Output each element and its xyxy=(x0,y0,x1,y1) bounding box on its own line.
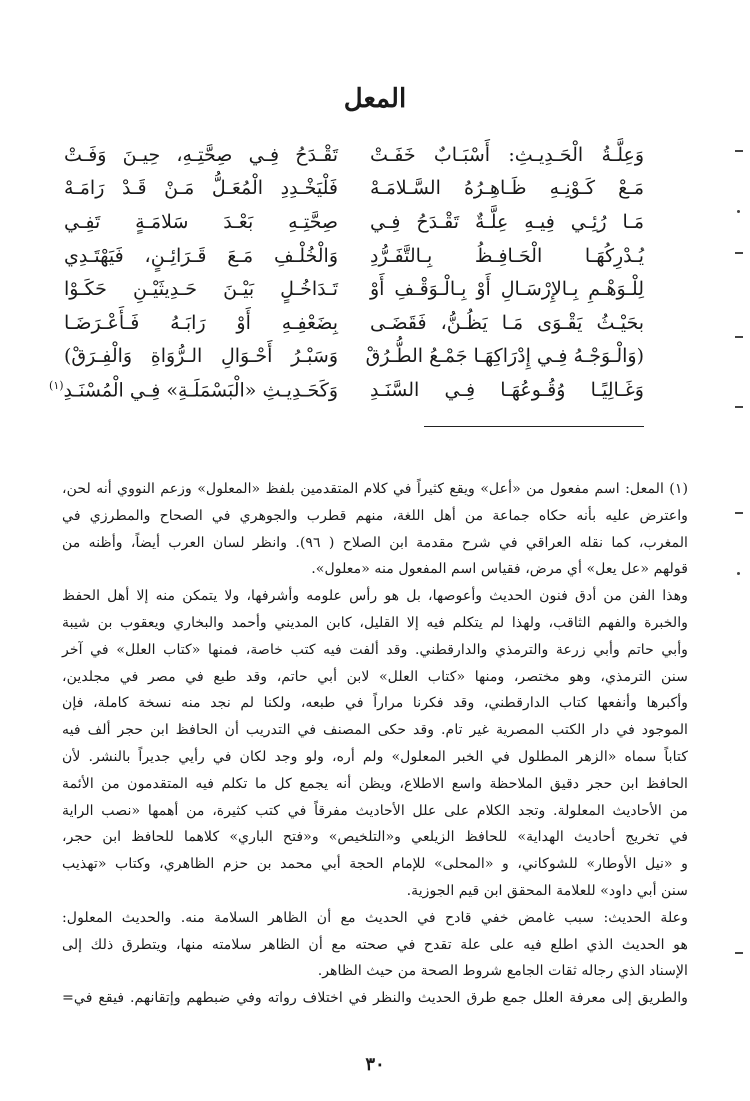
footnote-line: سنن أبي داود» للعلامة المحقق ابن قيم الجوزية. xyxy=(406,882,688,899)
footnote-line: (١) المعل: اسم مفعول من «أعل» ويقع كثيراً في كلام المتقدمين بلفظ «المعلول» وزعم النووي أنه لحن، xyxy=(62,481,688,497)
margin-mark xyxy=(735,252,743,254)
verse-first-hemistich: مَـعْ كَـوْنِـهِ ظَـاهِـرُهُ السَّـلامَـهْ xyxy=(370,177,644,200)
verse-second-hemistich: بِضَعْفِـهِ أَوْ رَابَـهُ فَـأَعْـرَضَـا xyxy=(64,311,338,334)
footnote-line: في تخريج أحاديث الهداية» للحافظ الزيلعي و«التلخيص» و«فتح الباري» كلاهما للحافظ ابن حجر، xyxy=(62,829,688,846)
footnote-separator xyxy=(424,426,644,427)
verse-row xyxy=(64,172,644,206)
section-title: المعل xyxy=(343,84,407,114)
verse-second-hemistich: وَسَبْـرُ أَحْـوَالِ الـرُّوَاةِ وَالْفِـرَقْ) xyxy=(64,345,338,368)
margin-mark xyxy=(735,952,743,954)
verse-row xyxy=(49,373,644,407)
verse-row xyxy=(64,340,644,374)
verse-first-hemistich: لِلْـوَهْـمِ بِـالإِرْسَـالِ أَوْ بِـالْـوَقْـفِ أَوْ xyxy=(370,278,644,301)
footnote-line: المغرب، كما نقله العراقي في شرح مقدمة ابن الصلاح ( ٩٦). وانظر لسان العرب أيضاً، وأظنه من xyxy=(62,534,688,551)
verse-row xyxy=(64,138,644,172)
footnote-reference[interactable]: (١) xyxy=(49,378,64,392)
margin-mark xyxy=(735,150,743,152)
verse-first-hemistich: وَعِلَّـةُ الْحَـدِيـثِ: أَسْبَـابٌ خَفَـتْ xyxy=(370,143,644,166)
verse-second-hemistich xyxy=(49,378,338,402)
footnote-line: قولهم «عل يعل» أي مرض، فقياس اسم المفعول منه «معلول». xyxy=(311,561,688,578)
margin-dot xyxy=(737,210,740,213)
verse-first-hemistich: مَـا رُئِـي فِيـهِ عِلَّـةٌ تَقْـدَحُ فِـي xyxy=(370,210,644,233)
verse-second-hemistich: وَالْخُلْـفِ مَـعَ قَـرَائِـنٍ، فَيَهْتَـدِي xyxy=(64,244,338,267)
footnote-line: وأبي حاتم وأبي زرعة والترمذي والدارقطني. وقد ألفت فيه كتب خاصة، فمنها «كتاب العلل» في آخر xyxy=(62,641,688,658)
footnote-line: والطريق إلى معرفة العلل جمع طرق الحديث والنظر في اختلاف رواته وفي ضبطهم وإتقانهم. فيقع في= xyxy=(62,990,688,1007)
verse-row xyxy=(64,272,644,306)
verse-second-hemistich: صِحَّتِـهِ بَعْـدَ سَلامَـةٍ تَفِـي xyxy=(64,210,338,233)
footnote-line: الحافظ ابن حجر دقيق الملاحظة واسع الاطلاع، ويظن أنه يجمع كل ما تكلم فيه المتقدمون من الأئمة xyxy=(62,775,688,792)
page-number: ٣٠ xyxy=(365,1054,385,1075)
verse-second-hemistich: تَـدَاخُـلٍ بَيْـنَ حَـدِيثَيْـنِ حَكَـوْا xyxy=(64,278,338,301)
margin-mark xyxy=(735,336,743,338)
margin-mark xyxy=(735,406,743,408)
footnote-line: من الأحاديث المعلولة. وتجد الكلام على علل الأحاديث مفرقاً في كتب كثيرة، من أهمها «نصب الراية xyxy=(62,802,688,819)
verse-first-hemistich: يُـدْرِكُهَـا الْحَـافِـظُ بِـالتَّفَـرُّدِ xyxy=(370,244,644,267)
verse-first-hemistich: وَغَـالِيًـا وُقُـوعُهَـا فِـي السَّنَـدِ xyxy=(370,378,644,401)
footnote-line: سنن الترمذي، وهو مختصر، ومنها «كتاب العلل» لابن أبي حاتم، وقد طبع في مصر في مجلدين، xyxy=(62,668,688,685)
footnote-line: واعترض عليه بأنه حكاه جماعة من أهل اللغة، منهم قطرب والجوهري في الصحاح والمطرزي في xyxy=(62,507,688,524)
footnote-line: كتاباً سماه «الزهر المطلول في الخبر المعلول» ولم أره، ولو وجد لكان في رأيي جديراً بالنشر. لأن xyxy=(62,748,688,765)
footnote-line: و «نيل الأوطار» للشوكاني، و «المحلى» للإمام الحجة أبي محمد بن حزم الظاهري، وكتاب «تهذيب xyxy=(62,856,688,873)
footnotes xyxy=(62,476,688,1012)
footnote-line: وأكبرها وأنفعها كتاب الدارقطني، وقد فكرنا مراراً في طبعه، ولكنا لم نجد منه نسخة كاملة، فإن xyxy=(62,695,688,712)
footnote-line: الإسناد الذي رجاله ثقات الجامع شروط الصحة من حيث الظاهر. xyxy=(317,963,688,980)
verse-row xyxy=(64,239,644,273)
footnote-line: والخبرة والفهم الثاقب، ولهذا لم يتكلم فيه إلا القليل، كابن المديني وأحمد والبخاري ويعقوب بن شيبة xyxy=(62,614,688,631)
verse-row xyxy=(64,306,644,340)
verse-row xyxy=(64,205,644,239)
verse-second-hemistich: فَلْيَخْـدِدِ الْمُعَـلُّ مَـنْ قَـدْ رَامَـهْ xyxy=(64,177,338,200)
verse-first-hemistich: (وَالْـوَجْـهُ فِـي إِدْرَاكِهَـا جَمْـعُ الطُّـرُقْ xyxy=(365,345,644,368)
footnote-line: هو الحديث الذي اطلع فيه على علة تقدح في صحته مع أن الظاهر سلامته منها، ويتطرق ذلك إلى xyxy=(62,936,688,953)
verse-text: وَكَحَـدِيـثِ «الْبَسْمَلَـةِ» فِـي الْمُسْنَـدِ xyxy=(63,379,338,402)
margin-dot xyxy=(737,572,740,575)
verse-first-hemistich: بحَيْـثُ يَقْـوَى مَـا يَظُـنُّ، فَقَضَـى xyxy=(370,311,644,334)
margin-mark xyxy=(735,512,743,514)
footnote-line: وهذا الفن من أدق فنون الحديث وأعوصها، بل هو رأس علومه وأشرفها، ولا يتمكن منه إلا أهل الحفظ xyxy=(62,588,688,605)
footnote-line: الموجود في دار الكتب المصرية غير تام. وقد حكى المصنف في التدريب أن الحافظ ابن حجر ألف فيه xyxy=(62,722,688,739)
poem-verses xyxy=(49,138,644,407)
footnote-line: وعلة الحديث: سبب غامض خفي قادح في الحديث مع أن الظاهر السلامة منه. والحديث المعلول: xyxy=(62,909,688,926)
verse-second-hemistich: تَقْـدَحُ فِـي صِحَّتِـهِ، حِيـنَ وَفَـتْ xyxy=(64,143,338,166)
